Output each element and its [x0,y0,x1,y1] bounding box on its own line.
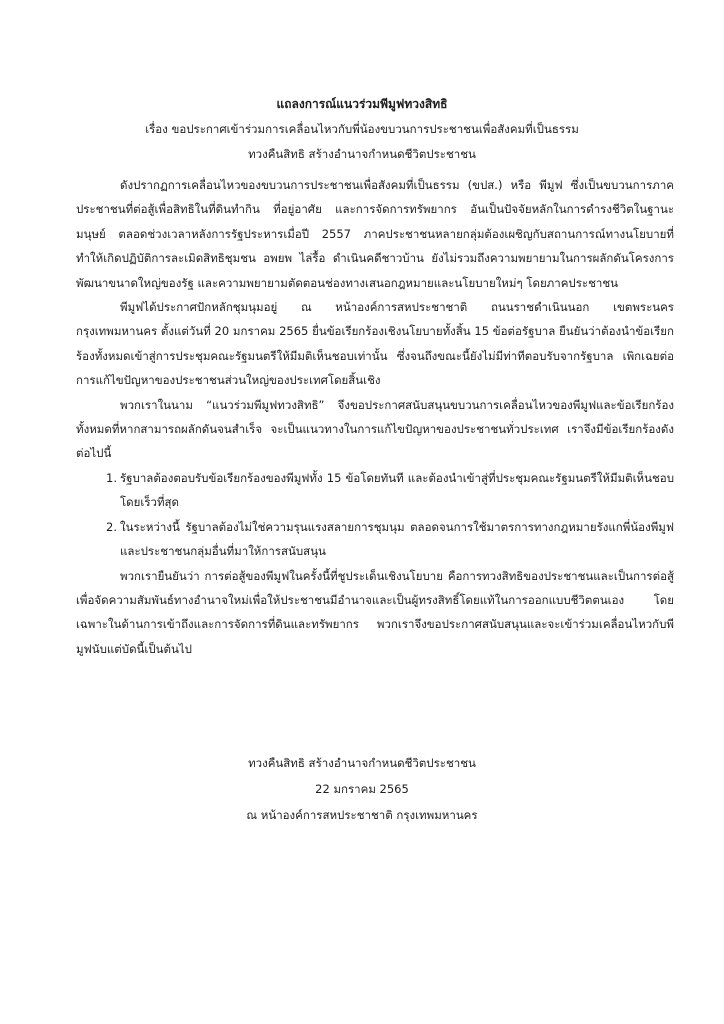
list-item-text: รัฐบาลต้องตอบรับข้อเรียกร้องของพีมูฟทั้ง 15 ข้อโดยทันที และต้องนำเข้าสู่ที่ประชุมคณะรัฐมนตรีให้มีมติเห็นชอบโดยเร็วที่สุด [120,470,674,510]
list-item [76,515,674,564]
document-title: แถลงการณ์แนวร่วมพีมูฟทวงสิทธิ [276,97,448,111]
footer-slogan: ทวงคืนสิทธิ สร้างอำนาจกำหนดชีวิตประชาชน [248,756,476,770]
list-item-number: 1. [106,470,117,485]
paragraph-support: พวกเราในนาม “แนวร่วมพีมูฟทวงสิทธิ” จึงขอประกาศสนับสนุนขบวนการเคลื่อนไหวของพีมูฟและข้อเรียกร้องทั้งหมดที่หากสามารถผลักดันจนสำเร็จ จะเป็นแนวทางในการแก้ไขปัญหาของประชาชนทั่วประเทศ เราจึงมีข้อเรียกร้องดังต่อไปนี้ [76,397,674,461]
list-item [76,466,674,515]
list-item-number: 2. [106,519,117,534]
statement-date: 22 มกราคม 2565 [315,782,409,796]
header-slogan: ทวงคืนสิทธิ สร้างอำนาจกำหนดชีวิตประชาชน [248,147,476,161]
paragraph-protest: พีมูฟได้ประกาศปักหลักชุมนุมอยู่ ณ หน้าองค์การสหประชาชาติ ถนนราชดำเนินนอก เขตพระนคร กรุงเทพมหานคร ตั้งแต่วันที่ 20 มกราคม 2565 ยื่นข้อเรียกร้องเชิงนโยบายทั้งสิ้น 15 ข้อต่อรัฐบาล ยืนยันว่าต้องนำข้อเรียกร้องทั้งหมดเข้าสู่การประชุมคณะรัฐมนตรีให้มีมติเห็นชอบเท่านั้น ซึ่งจนถึงขณะนี้ยังไม่มีท่าทีตอบรับจากรัฐบาล เพิกเฉยต่อการแก้ไขปัญหาของประชาชนส่วนใหญ่ของประเทศโดยสิ้นเชิง [76,300,674,388]
demands-list [76,466,674,564]
statement-place: ณ หน้าองค์การสหประชาชาติ กรุงเทพมหานคร [246,808,478,822]
paragraph-background: ดังปรากฏการเคลื่อนไหวของขบวนการประชาชนเพื่อสังคมที่เป็นธรรม (ขปส.) หรือ พีมูฟ ซึ่งเป็นขบวนการภาคประชาชนที่ต่อสู้เพื่อสิทธิในที่ดินทำกิน ที่อยู่อาศัย และการจัดการทรัพยากร อันเป็นปัจจัยหลักในการดำรงชีวิตในฐานะมนุษย์ ตลอดช่วงเวลาหลังการรัฐประหารเมื่อปี 2557 ภาคประชาชนหลายกลุ่มต้องเผชิญกับสถานการณ์ทางนโยบายที่ทำให้เกิดปฏิบัติการละเมิดสิทธิชุมชน อพยพ ไล่รื้อ ดำเนินคดีชาวบ้าน ยังไม่รวมถึงความพยายามในการผลักดันโครงการพัฒนาขนาดใหญ่ของรัฐ และความพยายามตัดตอนช่องทางเสนอกฎหมายและนโยบายใหม่ๆ โดยภาคประชาชน [76,178,674,290]
list-item-text: ในระหว่างนี้ รัฐบาลต้องไม่ใช่ความรุนแรงสลายการชุมนุม ตลอดจนการใช้มาตรการทางกฎหมายรังแกพี่น้องพีมูฟและประชาชนกลุ่มอื่นที่มาให้การสนับสนุน [120,519,674,559]
statement-footer [0,750,724,828]
paragraph-closing: พวกเรายืนยันว่า การต่อสู้ของพีมูฟในครั้งนี้ที่ชูประเด็นเชิงนโยบาย คือการทวงสิทธิของประชาชนและเป็นการต่อสู้เพื่อจัดความสัมพันธ์ทางอำนาจใหม่เพื่อให้ประชาชนมีอำนาจและเป็นผู้ทรงสิทธิ์โดยแท้ในการออกแบบชีวิตตนเอง โดยเฉพาะในด้านการเข้าถึงและการจัดการที่ดินและทรัพยากร พวกเราจึงขอประกาศสนับสนุนและจะเข้าร่วมเคลื่อนไหวกับพีมูฟนับแต่บัดนี้เป็นต้นไป [76,568,674,656]
subject-line: เรื่อง ขอประกาศเข้าร่วมการเคลื่อนไหวกับพี่น้องขบวนการประชาชนเพื่อสังคมที่เป็นธรรม [145,122,579,136]
statement-header [0,92,724,167]
statement-body [76,173,674,661]
